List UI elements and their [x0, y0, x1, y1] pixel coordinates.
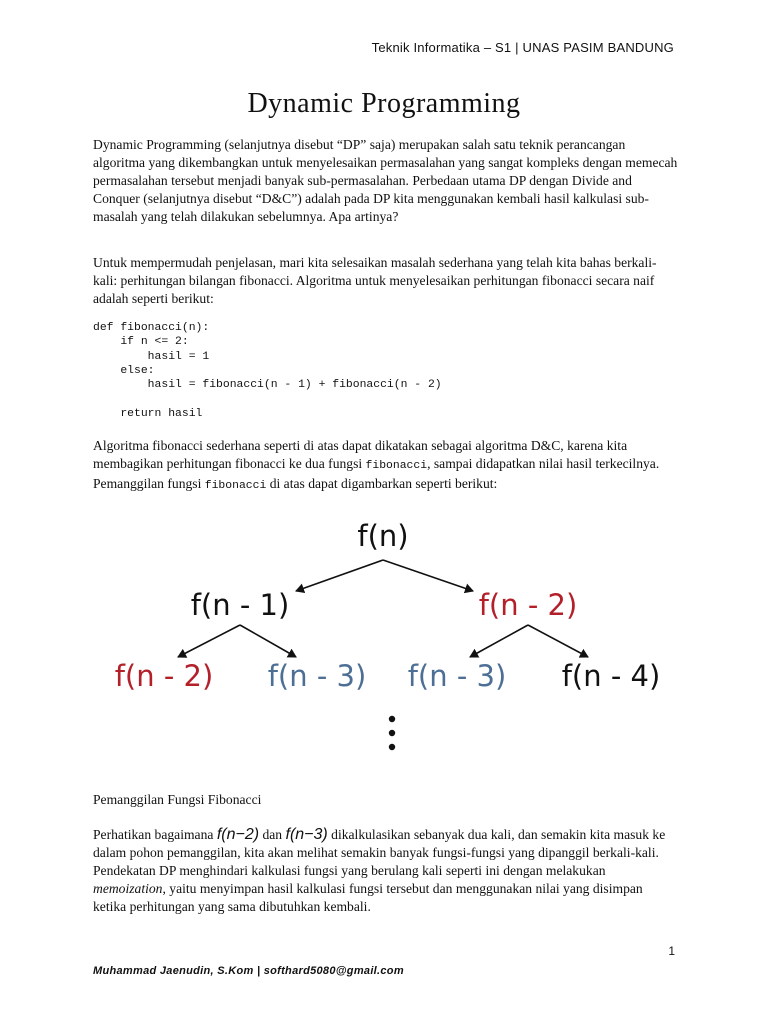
tree-node-level1-left: f(n - 1) [190, 588, 290, 622]
running-header: Teknik Informatika – S1 | UNAS PASIM BANDUNG [371, 40, 674, 55]
tree-node-level2-a: f(n - 2) [114, 659, 214, 693]
tree-node-level1-right: f(n - 2) [478, 588, 578, 622]
tree-edge-right-c [470, 625, 528, 657]
memo-text-d: , yaitu menyimpan hasil kalkulasi fungsi tersebut dan menggunakan nilai yang disimpan ketika perhitungan yang sama dibutuhkan kembali. [93, 881, 643, 914]
fibonacci-intro-paragraph: Untuk mempermudah penjelasan, mari kita selesaikan masalah sederhana yang telah kita bahas berkali-kali: perhitungan bilangan fibonacci. Algoritma untuk menyelesaikan perhitungan fibonacci secara naif adalah seperti berikut: [93, 255, 657, 306]
page-title: Dynamic Programming [247, 88, 521, 119]
tree-edge-left-b [240, 625, 296, 657]
figure-caption: Pemanggilan Fungsi Fibonacci [93, 792, 262, 807]
tree-node-level2-c: f(n - 3) [407, 659, 507, 693]
intro-paragraph: Dynamic Programming (selanjutnya disebut “DP” saja) merupakan salah satu teknik perancangan algoritma yang dikembangkan untuk menyelesaikan permasalahan yang sangat kompleks dengan memecah permasalahan tersebut menjadi banyak sub-permasalahan. Perbedaan utama DP dengan Divide and Conquer (selanjutnya disebut “D&C”) adalah pada DP kita menggunakan kembali hasil kalkulasi sub-masalah yang telah dilakukan sebelumnya. Apa artinya? [93, 137, 678, 224]
tree-edge-left-a [178, 625, 240, 657]
memo-text-c: dikalkulasikan sebanyak dua kali, dan semakin kita masuk ke dalam pohon pemanggilan, kita akan melihat semakin banyak fungsi-fungsi yang dipanggil berkali-kali. Pendekatan DP menghindari kalkulasi fungsi yang berulang kali seperti ini dengan melakukan [93, 827, 666, 878]
tree-node-root: f(n) [357, 519, 409, 553]
fibonacci-code-block: def fibonacci(n): if n <= 2: hasil = 1 else: hasil = fibonacci(n - 1) + fibonacci(n - 2) return hasil [93, 322, 442, 420]
inline-code-fibonacci-2: fibonacci [204, 480, 267, 492]
tree-edge-root-left [296, 560, 383, 591]
tree-node-level2-d: f(n - 4) [561, 659, 661, 693]
tree-edge-root-right [383, 560, 473, 591]
tree-node-level2-b: f(n - 3) [267, 659, 367, 693]
page-number: 1 [668, 944, 675, 958]
fibonacci-call-tree [0, 505, 768, 765]
memo-text-a: Perhatikan bagaimana [93, 827, 217, 842]
ellipsis-dots [389, 716, 395, 750]
dc-text-b: , sampai didapatkan nilai hasil terkecilnya. Pemanggilan fungsi [93, 456, 660, 491]
memoization-paragraph [93, 826, 678, 916]
memo-text-b: dan [259, 827, 286, 842]
inline-code-fibonacci-1: fibonacci [365, 460, 428, 472]
tree-edge-right-d [528, 625, 588, 657]
memoization-term: memoization [93, 881, 163, 896]
dc-text-c: di atas dapat digambarkan seperti berikut: [266, 476, 498, 491]
formula-f-n-3: f(n−3) [285, 826, 328, 843]
dc-explanation-paragraph [93, 437, 678, 495]
formula-f-n-2: f(n−2) [216, 826, 260, 843]
author-footer: Muhammad Jaenudin, S.Kom | softhard5080@gmail.com [93, 965, 404, 977]
dc-text-a: Algoritma fibonacci sederhana seperti di atas dapat dikatakan sebagai algoritma D&C, karena kita membagikan perhitungan fibonacci ke dua fungsi [93, 438, 628, 471]
